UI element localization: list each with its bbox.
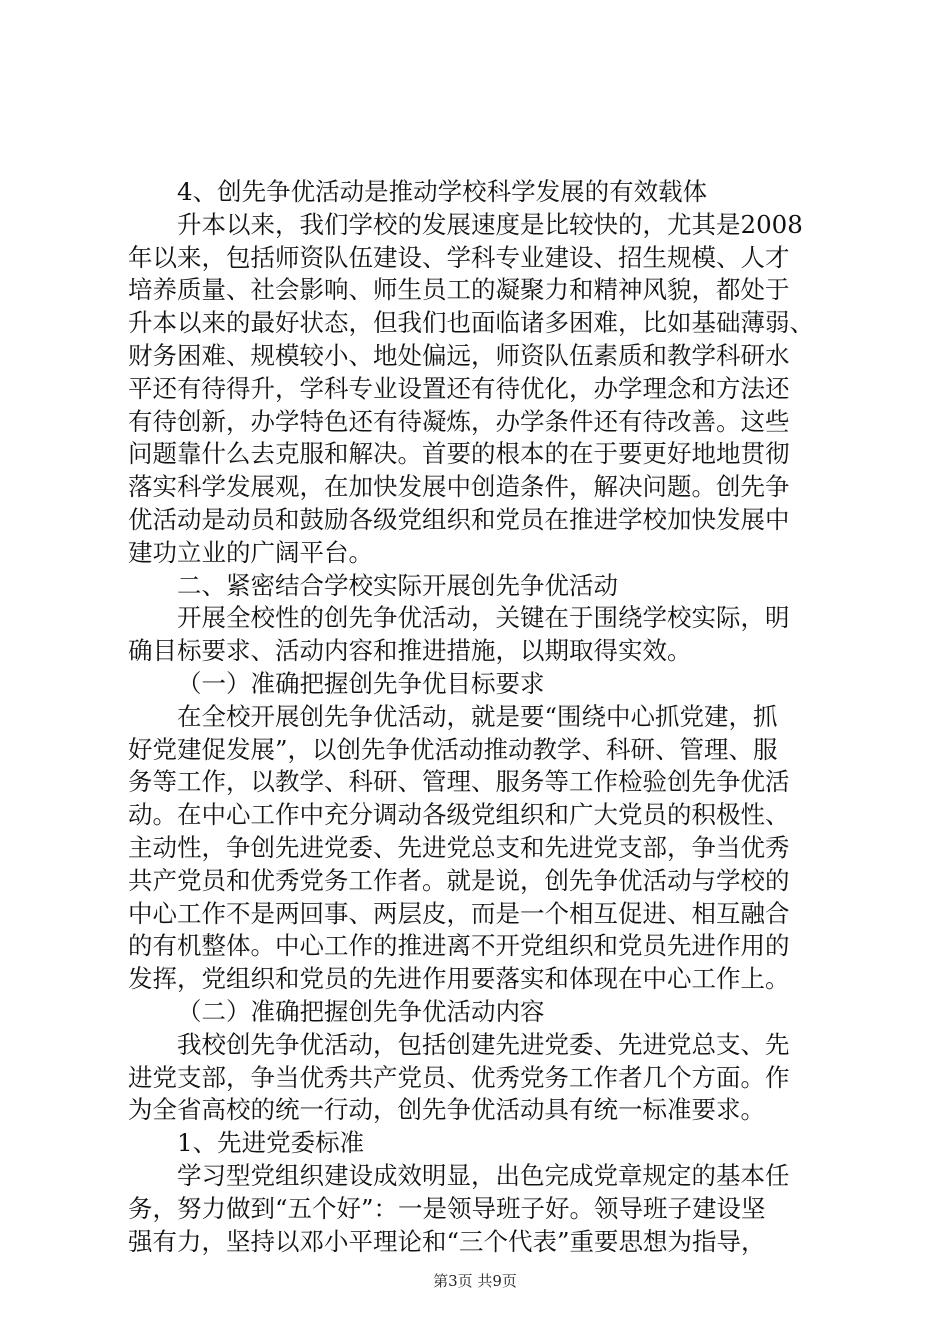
paragraph-line: 学习型党组织建设成效明显，出色完成党章规定的基本任: [177, 1160, 790, 1190]
paragraph-line: 共产党员和优秀党务工作者。就是说，创先争优活动与学校的: [128, 865, 790, 895]
paragraph-line: 有待创新，办学特色还有待凝炼，办学条件还有待改善。这些: [128, 406, 790, 436]
paragraph-line: 进党支部，争当优秀共产党员、优秀党务工作者几个方面。作: [128, 1062, 790, 1092]
subsection-heading-1: （一）准确把握创先争优目标要求: [177, 668, 545, 698]
page-number: 第3页 共9页: [433, 1272, 517, 1290]
paragraph-line: 务等工作，以教学、科研、管理、服务等工作检验创先争优活: [128, 767, 790, 797]
paragraph-line: 务，努力做到“五个好”：一是领导班子好。领导班子建设坚: [128, 1193, 766, 1223]
page-footer: [0, 1270, 950, 1291]
subsection-heading-2: （二）准确把握创先争优活动内容: [177, 996, 545, 1026]
paragraph-line: 开展全校性的创先争优活动，关键在于围绕学校实际，明: [177, 603, 790, 633]
paragraph-line: 落实科学发展观，在加快发展中创造条件，解决问题。创先争: [128, 472, 790, 502]
paragraph-line: 动。在中心工作中充分调动各级党组织和广大党员的积极性、: [128, 800, 790, 830]
paragraph-line: 我校创先争优活动，包括创建先进党委、先进党总支、先: [177, 1029, 790, 1059]
paragraph-line: 主动性，争创先进党委、先进党总支和先进党支部，争当优秀: [128, 832, 790, 862]
paragraph-line: 财务困难、规模较小、地处偏远，师资队伍素质和教学科研水: [128, 340, 790, 370]
paragraph-line: 中心工作不是两回事、两层皮，而是一个相互促进、相互融合: [128, 898, 790, 928]
paragraph-line: 年以来，包括师资队伍建设、学科专业建设、招生规模、人才: [128, 242, 790, 272]
paragraph-line: 建功立业的广阔平台。: [128, 537, 373, 567]
paragraph-line: 优活动是动员和鼓励各级党组织和党员在推进学校加快发展中: [128, 504, 790, 534]
paragraph-line: 确目标要求、活动内容和推进措施，以期取得实效。: [128, 636, 692, 666]
paragraph-line: 发挥，党组织和党员的先进作用要落实和体现在中心工作上。: [128, 964, 790, 994]
subheading-4: 4、创先争优活动是推动学校科学发展的有效载体: [177, 177, 708, 206]
paragraph-line: 好党建促发展”，以创先争优活动推动教学、科研、管理、服: [128, 734, 778, 764]
paragraph-line: 为全省高校的统一行动，创先争优活动具有统一标准要求。: [128, 1095, 765, 1125]
paragraph-line: 升本以来的最好状态，但我们也面临诸多困难，比如基础薄弱、: [128, 308, 814, 338]
section-heading-2: 二、紧密结合学校实际开展创先争优活动: [177, 570, 618, 600]
paragraph-line: 平还有待得升，学科专业设置还有待优化，办学理念和方法还: [128, 373, 790, 403]
paragraph-line: 培养质量、社会影响、师生员工的凝聚力和精神风貌，都处于: [128, 275, 790, 305]
paragraph-line: 的有机整体。中心工作的推进离不开党组织和党员先进作用的: [128, 931, 790, 961]
body-text: [128, 176, 848, 1258]
paragraph-line: 问题靠什么去克服和解决。首要的根本的在于要更好地地贯彻: [128, 439, 790, 469]
paragraph-line: 强有力，坚持以邓小平理论和“三个代表”重要思想为指导，: [128, 1226, 766, 1256]
paragraph-line: 在全校开展创先争优活动，就是要“围绕中心抓党建，抓: [177, 701, 778, 731]
paragraph-line: 升本以来，我们学校的发展速度是比较快的，尤其是2008: [177, 209, 803, 239]
subheading-1: 1、先进党委标准: [177, 1128, 365, 1158]
